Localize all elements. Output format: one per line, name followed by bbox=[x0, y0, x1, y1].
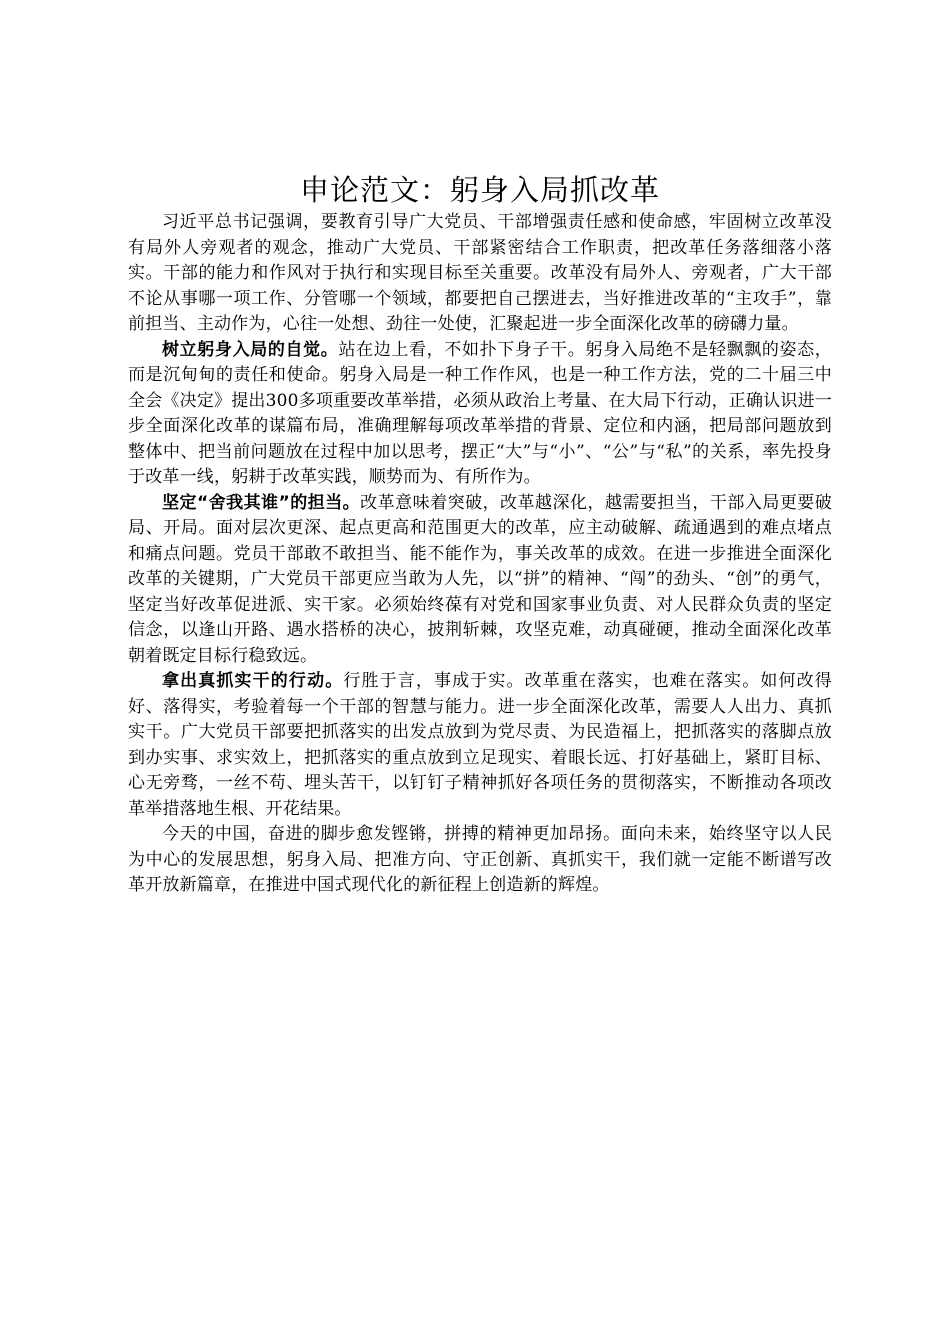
section-heading-1: 树立躬身入局的自觉。 bbox=[162, 339, 339, 360]
section-heading-2: 坚定“舍我其谁”的担当。 bbox=[162, 492, 361, 513]
section-body-3: 行胜于言，事成于实。改革重在落实，也难在落实。如何改得好、落得实，考验着每一个干部的智慧与能力。进一步全面深化改革，需要人人出力、真抓实干。广大党员干部要把抓落实的出发点放到为党尽责、为民造福上，把抓落实的落脚点放到办实事、求实效上，把抓落实的重点放到立足现实、着眼长远、打好基础上，紧盯目标、心无旁骛，一丝不苟、埋头苦干，以钉钉子精神抓好各项任务的贯彻落实，不断推动各项改革举措落地生根、开花结果。 bbox=[128, 671, 833, 819]
document-page bbox=[128, 170, 832, 899]
intro-paragraph: 习近平总书记强调，要教育引导广大党员、干部增强责任感和使命感，牢固树立改革没有局外人旁观者的观念，推动广大党员、干部紧密结合工作职责，把改革任务落细落小落实。干部的能力和作风对于执行和实现目标至关重要。改革没有局外人、旁观者，广大干部不论从事哪一项工作、分管哪一个领域，都要把自己摆进去，当好推进改革的“主攻手”，靠前担当、主动作为，心往一处想、劲往一处使，汇聚起进一步全面深化改革的磅礴力量。 bbox=[128, 212, 832, 334]
conclusion-paragraph: 今天的中国，奋进的脚步愈发铿锵，拼搏的精神更加昂扬。面向未来，始终坚守以人民为中心的发展思想，躬身入局、把准方向、守正创新、真抓实干，我们就一定能不断谱写改革开放新篇章，在推进中国式现代化的新征程上创造新的辉煌。 bbox=[128, 824, 832, 895]
section-paragraph-3 bbox=[128, 669, 832, 822]
section-heading-3: 拿出真抓实干的行动。 bbox=[162, 671, 344, 691]
section-body-1: 站在边上看，不如扑下身子干。躬身入局绝不是轻飘飘的姿态，而是沉甸甸的责任和使命。躬身入局是一种工作作风，也是一种工作方法，党的二十届三中全会《决定》提出300多项重要改革举措，必须从政治上考量、在大局下行动，正确认识进一步全面深化改革的谋篇布局，准确理解每项改革举措的背景、定位和内涵，把局部问题放到整体中、把当前问题放在过程中加以思考，摆正“大”与“小”、“公”与“私”的关系，率先投身于改革一线，躬耕于改革实践，顺势而为、有所作为。 bbox=[128, 339, 832, 487]
section-paragraph-1 bbox=[128, 338, 832, 491]
document-title: 申论范文：躬身入局抓改革 bbox=[299, 173, 660, 207]
section-body-2: 改革意味着突破，改革越深化，越需要担当，干部入局更要破局、开局。面对层次更深、起点更高和范围更大的改革，应主动破解、疏通遇到的难点堵点和痛点问题。党员干部敢不敢担当、能不能作为，事关改革的成效。在进一步推进全面深化改革的关键期，广大党员干部更应当敢为人先，以“拼”的精神、“闯”的劲头、“创”的勇气，坚定当好改革促进派、实干家。必须始终葆有对党和国家事业负责、对人民群众负责的坚定信念，以逢山开路、遇水搭桥的决心，披荆斩棘，攻坚克难，动真碰硬，推动全面深化改革朝着既定目标行稳致远。 bbox=[128, 492, 832, 666]
section-paragraph-2 bbox=[128, 491, 832, 670]
